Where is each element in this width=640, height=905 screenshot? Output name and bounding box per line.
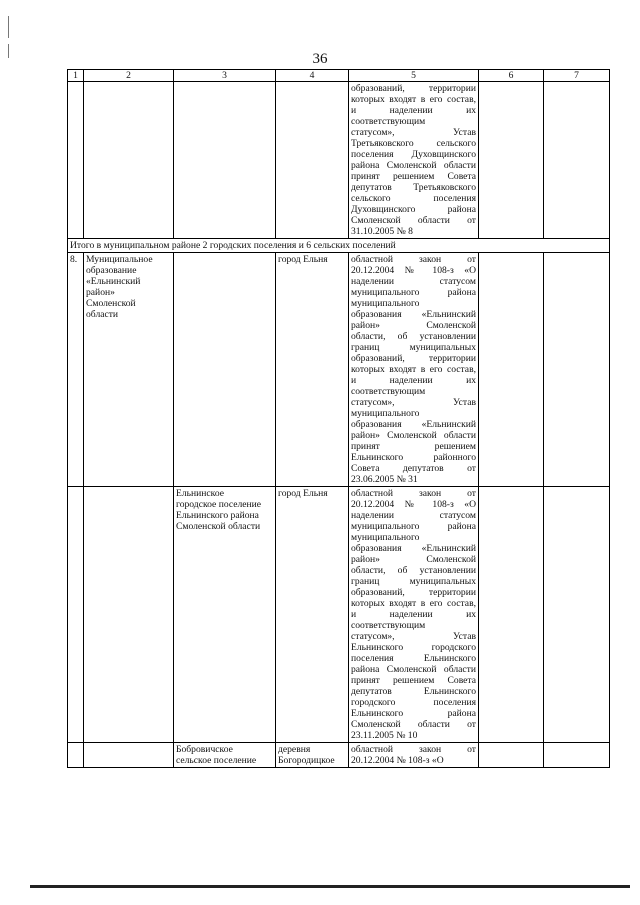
legal-basis-cell (349, 82, 479, 239)
settlement-name-cell (174, 487, 276, 743)
column-header: 7 (544, 70, 610, 82)
text-line: Совета депутатов от (351, 463, 476, 474)
text-line: областной закон от (351, 744, 476, 755)
text-line: принят решением Совета (351, 171, 476, 182)
text-line: район» Смоленской (351, 554, 476, 565)
text-line: и наделении их (351, 105, 476, 116)
text-line: области, об установлении (351, 331, 476, 342)
text-line: наделении статусом (351, 276, 476, 287)
text-line: Бобровичское (176, 744, 233, 755)
text-line: 20.12.2004 № 108-з «О (351, 265, 476, 276)
text-line: границ муниципальных (351, 342, 476, 353)
text-line: 20.12.2004 № 108-з «О (351, 755, 444, 766)
legal-basis-cell (349, 743, 479, 768)
text-line: Ельнинское (176, 488, 225, 499)
text-line: 23.11.2005 № 10 (351, 730, 418, 741)
text-line: областной закон от (351, 488, 476, 499)
text-line: района Смоленской области (351, 160, 476, 171)
text-line: район» Смоленской области (351, 430, 476, 441)
text-line: сельское поселение (176, 755, 257, 766)
row-number: 8. (68, 253, 84, 487)
text-line: области, об установлении (351, 565, 476, 576)
text-line: муниципального района (351, 521, 476, 532)
text-line: Муниципальное (86, 254, 153, 265)
text-line: статусом», Устав (351, 127, 476, 138)
table-row (68, 253, 610, 487)
text-line: которых входят в его состав, (351, 364, 476, 375)
text-line: «Ельнинский (86, 276, 141, 287)
text-line: границ муниципальных (351, 576, 476, 587)
text-line: которых входят в его состав, (351, 94, 476, 105)
district-name-cell (84, 253, 174, 487)
text-line: и наделении их (351, 609, 476, 620)
text-line: деревня (278, 744, 311, 755)
text-line: Богородицкое (278, 755, 335, 766)
column-header: 1 (68, 70, 84, 82)
text-line: наделении статусом (351, 510, 476, 521)
text-line: муниципального района (351, 287, 476, 298)
text-line: городского поселения (351, 697, 476, 708)
text-line: Смоленской области (176, 521, 261, 532)
text-line: которых входят в его состав, (351, 598, 476, 609)
column-header: 4 (276, 70, 349, 82)
text-line: и наделении их (351, 375, 476, 386)
text-line: поселения Духовщинского (351, 149, 476, 160)
table-row (68, 743, 610, 768)
summary-text: Итого в муниципальном районе 2 городских поселения и 6 сельских поселений (68, 239, 610, 253)
municipal-table (67, 69, 610, 768)
text-line: соответствующим (351, 620, 426, 631)
text-line: принят решением Совета (351, 675, 476, 686)
legal-basis-cell (349, 487, 479, 743)
text-line: Смоленской области от (351, 215, 476, 226)
binding-mark (8, 16, 9, 38)
table-header-row (68, 70, 610, 82)
text-line: Ельнинского городского (351, 642, 476, 653)
text-line: городское поселение (176, 499, 262, 510)
text-line: Третьяковского сельского (351, 138, 476, 149)
text-line: поселения Ельнинского (351, 653, 476, 664)
text-line: муниципального (351, 298, 420, 309)
column-header: 2 (84, 70, 174, 82)
text-line: район» Смоленской (351, 320, 476, 331)
text-line: района Смоленской области (351, 664, 476, 675)
text-line: образований, территории (351, 83, 476, 94)
text-line: муниципального (351, 408, 420, 419)
column-header: 5 (349, 70, 479, 82)
column-header: 3 (174, 70, 276, 82)
text-line: Ельнинского района (176, 510, 259, 521)
text-line: соответствующим (351, 116, 426, 127)
text-line: статусом», Устав (351, 397, 476, 408)
text-line: сельского поселения (351, 193, 476, 204)
legal-basis-cell (349, 253, 479, 487)
text-line: Ельнинского района (351, 708, 476, 719)
admin-center-cell: город Ельня (276, 487, 349, 743)
text-line: образование (86, 265, 137, 276)
text-line: Ельнинского районного (351, 452, 476, 463)
text-line: 31.10.2005 № 8 (351, 226, 413, 237)
text-line: соответствующим (351, 386, 426, 397)
summary-row (68, 239, 610, 253)
settlement-name-cell (174, 743, 276, 768)
text-line: район» (86, 287, 115, 298)
text-line: 20.12.2004 № 108-з «О (351, 499, 476, 510)
text-line: Смоленской (86, 298, 136, 309)
text-line: образования «Ельнинский (351, 309, 476, 320)
text-line: депутатов Ельнинского (351, 686, 476, 697)
text-line: принят решением (351, 441, 476, 452)
table-row (68, 487, 610, 743)
text-line: области (86, 309, 119, 320)
text-line: 23.06.2005 № 31 (351, 474, 418, 485)
text-line: образований, территории (351, 587, 476, 598)
text-line: образования «Ельнинский (351, 543, 476, 554)
text-line: Смоленской области от (351, 719, 476, 730)
scan-edge-bar (30, 885, 630, 888)
admin-center-cell: город Ельня (276, 253, 349, 487)
page-number: 36 (312, 51, 328, 67)
text-line: образования «Ельнинский (351, 419, 476, 430)
text-line: муниципального (351, 532, 420, 543)
admin-center-cell (276, 743, 349, 768)
text-line: областной закон от (351, 254, 476, 265)
text-line: образований, территории (351, 353, 476, 364)
text-line: статусом», Устав (351, 631, 476, 642)
text-line: Духовщинского района (351, 204, 476, 215)
table-row (68, 82, 610, 239)
column-header: 6 (479, 70, 544, 82)
text-line: депутатов Третьяковского (351, 182, 476, 193)
